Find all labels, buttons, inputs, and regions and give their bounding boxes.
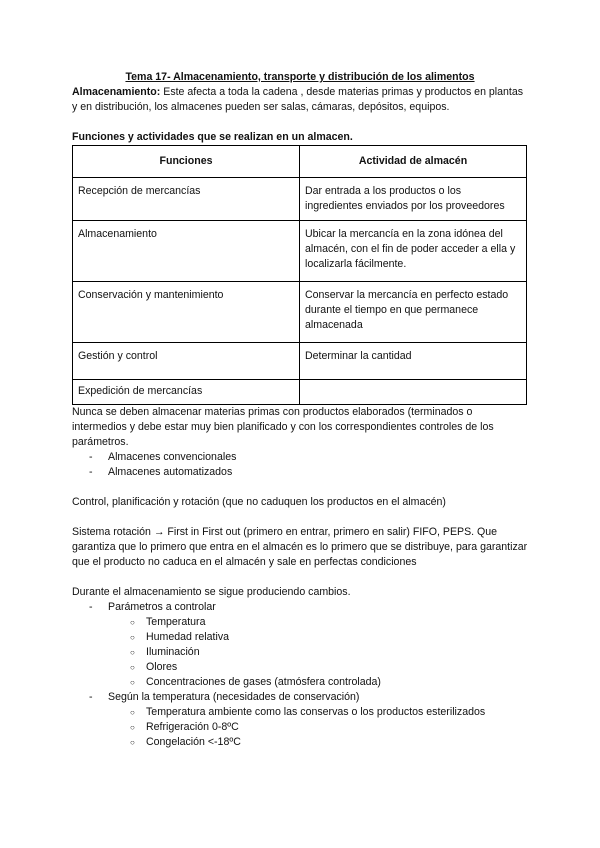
table-cell-activity: Dar entrada a los productos o los ingredientes enviados por los proveedores	[300, 178, 527, 221]
document-page	[72, 70, 528, 750]
sublist-item: ○ Temperatura	[130, 615, 528, 630]
temperature-sublist	[108, 705, 528, 750]
sublist-item: ○ Humedad relativa	[130, 630, 528, 645]
table-header-activity: Actividad de almacén	[300, 146, 527, 178]
table-row	[73, 178, 527, 221]
list-item-temperature	[89, 690, 528, 750]
sublist-item: ○ Congelación <-18ºC	[130, 735, 528, 750]
table-cell-activity	[300, 380, 527, 405]
intro-paragraph	[72, 85, 528, 115]
table-cell-function: Gestión y control	[73, 343, 300, 380]
table-row	[73, 221, 527, 282]
temperature-label: Según la temperatura (necesidades de conservación)	[108, 691, 360, 703]
functions-table	[72, 145, 527, 405]
list-item: - Almacenes automatizados	[89, 465, 528, 480]
table-section-title: Funciones y actividades que se realizan en un almacen.	[72, 131, 353, 143]
sublist-item: ○ Olores	[130, 660, 528, 675]
params-sublist	[108, 615, 528, 690]
conservation-list	[72, 600, 528, 750]
list-item: - Almacenes convencionales	[89, 450, 528, 465]
storage-types-list	[72, 450, 528, 480]
table-cell-activity: Determinar la cantidad	[300, 343, 527, 380]
sublist-item: ○ Temperatura ambiente como las conservas o los productos esterilizados	[130, 705, 528, 720]
sublist-item: ○ Concentraciones de gases (atmósfera controlada)	[130, 675, 528, 690]
table-cell-activity: Conservar la mercancía en perfecto estado durante el tiempo en que permanece almacenada	[300, 282, 527, 343]
table-cell-function: Almacenamiento	[73, 221, 300, 282]
table-cell-function: Expedición de mercancías	[73, 380, 300, 405]
table-cell-function: Recepción de mercancías	[73, 178, 300, 221]
control-line: Control, planificación y rotación (que no caduquen los productos en el almacén)	[72, 496, 446, 508]
rotation-paragraph: Sistema rotación → First in First out (primero en entrar, primero en salir) FIFO, PEPS. Que garantiza que lo primero que entra en el almacén es lo primero que se distribuye, para garantizar que el producto no caduca en el almacén y sale en perfectas condiciones	[72, 526, 528, 568]
params-label: Parámetros a controlar	[108, 601, 216, 613]
table-row	[73, 343, 527, 380]
table-row	[73, 282, 527, 343]
sublist-item: ○ Iluminación	[130, 645, 528, 660]
document-title: Tema 17- Almacenamiento, transporte y distribución de los alimentos	[125, 71, 475, 83]
table-header-functions: Funciones	[73, 146, 300, 178]
table-cell-activity: Ubicar la mercancía en la zona idónea del almacén, con el fin de poder acceder a ella y localizarla fácilmente.	[300, 221, 527, 282]
intro-text: Este afecta a toda la cadena , desde materias primas y productos en plantas y en distribución, los almacenes pueden ser salas, cámaras, depósitos, equipos.	[72, 86, 524, 113]
table-row	[73, 380, 527, 405]
sublist-item: ○ Refrigeración 0-8ºC	[130, 720, 528, 735]
storage-note: Nunca se deben almacenar materias primas con productos elaborados (terminados o intermedios y debe estar muy bien planificado y con los correspondientes controles de los parámetros.	[72, 406, 494, 448]
intro-term: Almacenamiento:	[72, 86, 161, 98]
changes-intro: Durante el almacenamiento se sigue produciendo cambios.	[72, 586, 351, 598]
list-item-params	[89, 600, 528, 690]
table-header-row	[73, 146, 527, 178]
table-cell-function: Conservación y mantenimiento	[73, 282, 300, 343]
